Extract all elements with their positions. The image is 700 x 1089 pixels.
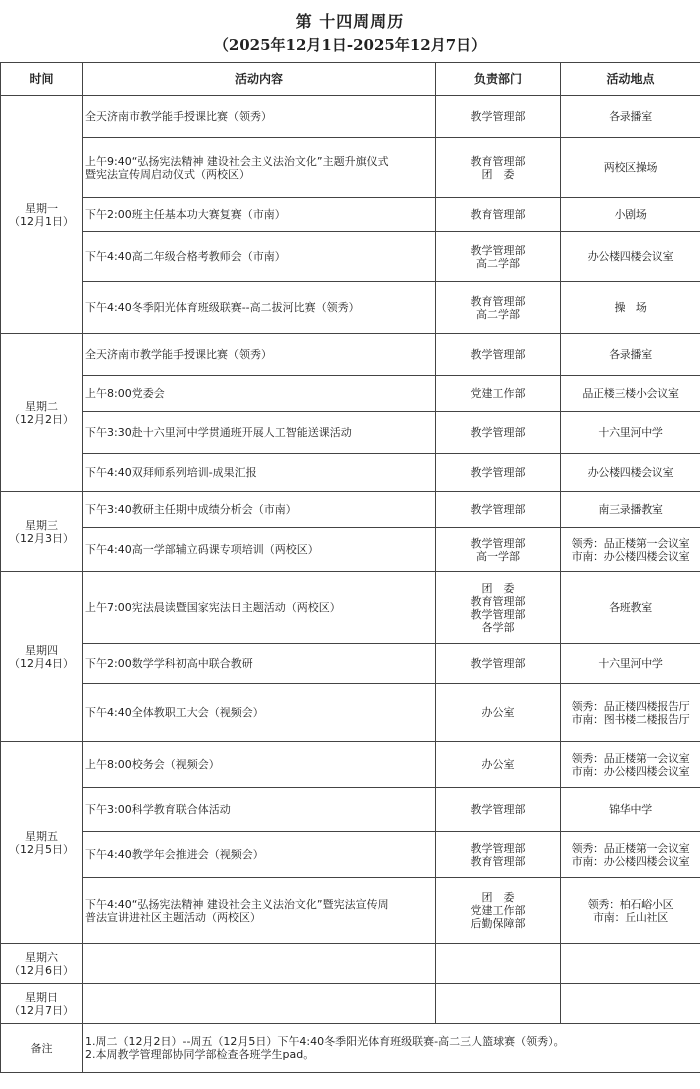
weekday-label: 星期一 — [25, 201, 58, 215]
activity-cell — [83, 644, 436, 684]
activity-text: 下午4:40全体教职工大会（视频会） — [85, 706, 264, 719]
header-dept: 负责部门 — [436, 63, 561, 96]
activity-text: 下午4:40高二年级合格考教师会（市南） — [85, 250, 286, 263]
activity-cell — [83, 376, 436, 412]
place-text: 市南：办公楼四楼会议室 — [571, 854, 690, 868]
activity-cell — [83, 492, 436, 528]
place-text: 办公楼四楼会议室 — [587, 250, 674, 263]
dept-text: 教学管理部 — [470, 841, 526, 855]
header-row — [1, 63, 700, 96]
activity-text: 全天济南市教学能手授课比赛（领秀） — [85, 348, 272, 361]
dept-cell — [436, 528, 561, 572]
dept-text: 教学管理部 — [470, 607, 526, 621]
dept-cell — [436, 492, 561, 528]
activity-text: 上午9:40“弘扬宪法精神 建设社会主义法治文化”主题升旗仪式 — [85, 154, 389, 168]
dept-cell — [436, 282, 561, 334]
place-text: 十六里河中学 — [598, 426, 663, 439]
dept-cell — [436, 138, 561, 198]
place-cell — [561, 412, 700, 454]
activity-cell — [83, 96, 436, 138]
dept-text: 党建工作部 — [470, 387, 526, 400]
place-cell — [561, 984, 700, 1024]
day-cell — [1, 492, 83, 572]
dept-cell — [436, 334, 561, 376]
event-row — [1, 944, 700, 984]
notes-row — [1, 1024, 700, 1073]
place-cell — [561, 492, 700, 528]
day-cell — [1, 572, 83, 742]
note-line: 1.周二（12月2日）--周五（12月5日）下午4:40冬季阳光体育班级联赛-高二三人篮球赛（领秀）。 — [85, 1035, 565, 1048]
place-text: 市南：办公楼四楼会议室 — [571, 549, 690, 563]
event-row — [1, 198, 700, 232]
activity-cell — [83, 412, 436, 454]
dept-text: 教育管理部 — [470, 594, 526, 608]
event-row — [1, 454, 700, 492]
place-cell — [561, 742, 700, 788]
event-row — [1, 644, 700, 684]
activity-text: 全天济南市教学能手授课比赛（领秀） — [85, 110, 272, 123]
weekday-label: 星期五 — [25, 829, 58, 843]
day-date: （12月7日） — [9, 1003, 74, 1017]
place-text: 两校区操场 — [603, 161, 658, 174]
place-cell — [561, 198, 700, 232]
place-text: 领秀：品正楼第一会议室 — [571, 751, 690, 765]
activity-text: 下午2:00班主任基本功大赛复赛（市南） — [85, 208, 286, 221]
day-cell — [1, 944, 83, 984]
dept-cell — [436, 454, 561, 492]
activity-cell — [83, 832, 436, 878]
activity-cell — [83, 528, 436, 572]
place-text: 办公楼四楼会议室 — [587, 466, 674, 479]
place-text: 锦华中学 — [609, 803, 652, 816]
dept-cell — [436, 644, 561, 684]
event-row — [1, 984, 700, 1024]
activity-text: 普法宣讲进社区主题活动（两校区） — [85, 910, 261, 924]
dept-text: 办公室 — [481, 706, 515, 719]
notes-label: 备注 — [1, 1024, 83, 1073]
event-row — [1, 282, 700, 334]
activity-cell — [83, 878, 436, 944]
dept-cell — [436, 684, 561, 742]
place-cell — [561, 788, 700, 832]
place-text: 十六里河中学 — [598, 657, 663, 670]
dept-text: 教学管理部 — [470, 657, 526, 670]
activity-text: 下午3:00科学教育联合体活动 — [85, 803, 231, 816]
activity-text: 下午3:30赴十六里河中学贯通班开展人工智能送课活动 — [85, 426, 352, 439]
place-text: 各录播室 — [609, 110, 652, 123]
dept-text: 后勤保障部 — [470, 917, 526, 930]
dept-text: 各学部 — [481, 620, 515, 634]
activity-cell — [83, 788, 436, 832]
activity-cell — [83, 282, 436, 334]
day-cell — [1, 96, 83, 334]
event-row — [1, 232, 700, 282]
dept-cell — [436, 232, 561, 282]
dept-cell — [436, 198, 561, 232]
dept-cell — [436, 412, 561, 454]
activity-text: 暨宪法宣传周启动仪式（两校区） — [85, 167, 250, 181]
activity-cell — [83, 334, 436, 376]
place-text: 领秀：品正楼四楼报告厅 — [571, 699, 690, 713]
activity-text: 下午4:40教学年会推进会（视频会） — [85, 848, 264, 861]
weekday-label: 星期四 — [25, 643, 58, 657]
place-text: 领秀：柏石峪小区 — [587, 897, 674, 911]
dept-cell — [436, 944, 561, 984]
event-row — [1, 684, 700, 742]
activity-cell — [83, 684, 436, 742]
header-activity: 活动内容 — [83, 63, 436, 96]
dept-cell — [436, 572, 561, 644]
activity-cell — [83, 944, 436, 984]
place-cell — [561, 684, 700, 742]
activity-cell — [83, 984, 436, 1024]
place-cell — [561, 232, 700, 282]
activity-text: 下午4:40高一学部辅立码课专项培训（两校区） — [85, 543, 319, 556]
place-cell — [561, 878, 700, 944]
activity-text: 上午8:00党委会 — [85, 387, 165, 400]
place-text: 领秀：品正楼第一会议室 — [571, 536, 690, 550]
dept-text: 教育管理部 — [470, 154, 526, 168]
activity-cell — [83, 742, 436, 788]
weekday-label: 星期三 — [25, 518, 58, 532]
place-text: 市南：办公楼四楼会议室 — [571, 764, 690, 778]
day-date: （12月1日） — [9, 214, 74, 228]
day-date: （12月3日） — [9, 531, 74, 545]
place-cell — [561, 334, 700, 376]
dept-cell — [436, 788, 561, 832]
dept-text: 团 委 — [481, 581, 515, 595]
place-text: 南三录播教室 — [598, 503, 663, 516]
day-cell — [1, 334, 83, 492]
place-text: 小剧场 — [614, 208, 647, 221]
place-cell — [561, 454, 700, 492]
dept-text: 团 委 — [481, 891, 515, 904]
dept-text: 高一学部 — [476, 549, 520, 563]
notes-content — [83, 1024, 700, 1073]
place-text: 各录播室 — [609, 348, 652, 361]
place-cell — [561, 282, 700, 334]
dept-text: 教学管理部 — [470, 803, 526, 816]
activity-text: 下午4:40冬季阳光体育班级联赛--高二拔河比赛（领秀） — [85, 301, 360, 314]
dept-cell — [436, 832, 561, 878]
day-date: （12月5日） — [9, 842, 74, 856]
day-date: （12月2日） — [9, 412, 74, 426]
place-cell — [561, 376, 700, 412]
dept-text: 教学管理部 — [470, 503, 526, 516]
activity-cell — [83, 454, 436, 492]
weekday-label: 星期六 — [25, 950, 58, 964]
place-cell — [561, 96, 700, 138]
weekday-label: 星期二 — [25, 399, 58, 413]
schedule-table — [0, 62, 700, 1073]
event-row — [1, 742, 700, 788]
place-text: 各班教室 — [609, 601, 652, 614]
title-block — [0, 0, 700, 63]
event-row — [1, 96, 700, 138]
dept-cell — [436, 376, 561, 412]
place-text: 操 场 — [614, 301, 647, 314]
weekday-label: 星期日 — [25, 990, 58, 1004]
place-text: 领秀：品正楼第一会议室 — [571, 841, 690, 855]
activity-text: 上午8:00校务会（视频会） — [85, 758, 220, 771]
event-row — [1, 572, 700, 644]
dept-text: 教学管理部 — [470, 466, 526, 479]
date-range: （2025年12月1日-2025年12月7日） — [213, 36, 487, 54]
dept-text: 教育管理部 — [470, 208, 526, 221]
place-cell — [561, 944, 700, 984]
note-line: 2.本周教学管理部协同学部检查各班学生pad。 — [85, 1048, 315, 1061]
activity-text: 下午2:00数学学科初高中联合教研 — [85, 657, 253, 670]
dept-text: 教育管理部 — [470, 294, 526, 308]
activity-text: 下午4:40双拜师系列培训-成果汇报 — [85, 466, 257, 479]
place-cell — [561, 832, 700, 878]
dept-cell — [436, 96, 561, 138]
day-cell — [1, 984, 83, 1024]
dept-text: 高二学部 — [476, 256, 520, 270]
dept-cell — [436, 742, 561, 788]
dept-text: 教学管理部 — [470, 348, 526, 361]
activity-text: 下午4:40“弘扬宪法精神 建设社会主义法治文化”暨宪法宣传周 — [85, 897, 389, 911]
event-row — [1, 334, 700, 376]
activity-text: 下午3:40教研主任期中成绩分析会（市南） — [85, 503, 297, 516]
dept-text: 教育管理部 — [470, 854, 526, 868]
header-time: 时间 — [1, 63, 83, 96]
event-row — [1, 492, 700, 528]
schedule-body — [1, 96, 700, 1024]
dept-text: 教学管理部 — [470, 536, 526, 550]
dept-text: 教学管理部 — [470, 110, 526, 123]
event-row — [1, 788, 700, 832]
dept-cell — [436, 984, 561, 1024]
day-cell — [1, 742, 83, 944]
dept-text: 教学管理部 — [470, 426, 526, 439]
event-row — [1, 412, 700, 454]
place-cell — [561, 138, 700, 198]
place-text: 市南：图书楼二楼报告厅 — [571, 712, 690, 726]
header-place: 活动地点 — [561, 63, 700, 96]
event-row — [1, 878, 700, 944]
event-row — [1, 528, 700, 572]
place-text: 品正楼三楼小会议室 — [582, 387, 679, 400]
activity-cell — [83, 232, 436, 282]
place-cell — [561, 528, 700, 572]
place-cell — [561, 644, 700, 684]
activity-cell — [83, 572, 436, 644]
page-title: 第 十四周周历 — [295, 12, 405, 31]
dept-cell — [436, 878, 561, 944]
dept-text: 高二学部 — [476, 307, 520, 321]
place-text: 市南：丘山社区 — [593, 910, 668, 924]
day-date: （12月4日） — [9, 656, 74, 670]
dept-text: 办公室 — [481, 758, 515, 771]
activity-cell — [83, 198, 436, 232]
event-row — [1, 376, 700, 412]
place-cell — [561, 572, 700, 644]
event-row — [1, 832, 700, 878]
dept-text: 党建工作部 — [470, 904, 526, 917]
activity-cell — [83, 138, 436, 198]
event-row — [1, 138, 700, 198]
dept-text: 团 委 — [481, 167, 515, 181]
dept-text: 教学管理部 — [470, 243, 526, 257]
activity-text: 上午7:00宪法晨读暨国家宪法日主题活动（两校区） — [85, 601, 341, 614]
day-date: （12月6日） — [9, 963, 74, 977]
